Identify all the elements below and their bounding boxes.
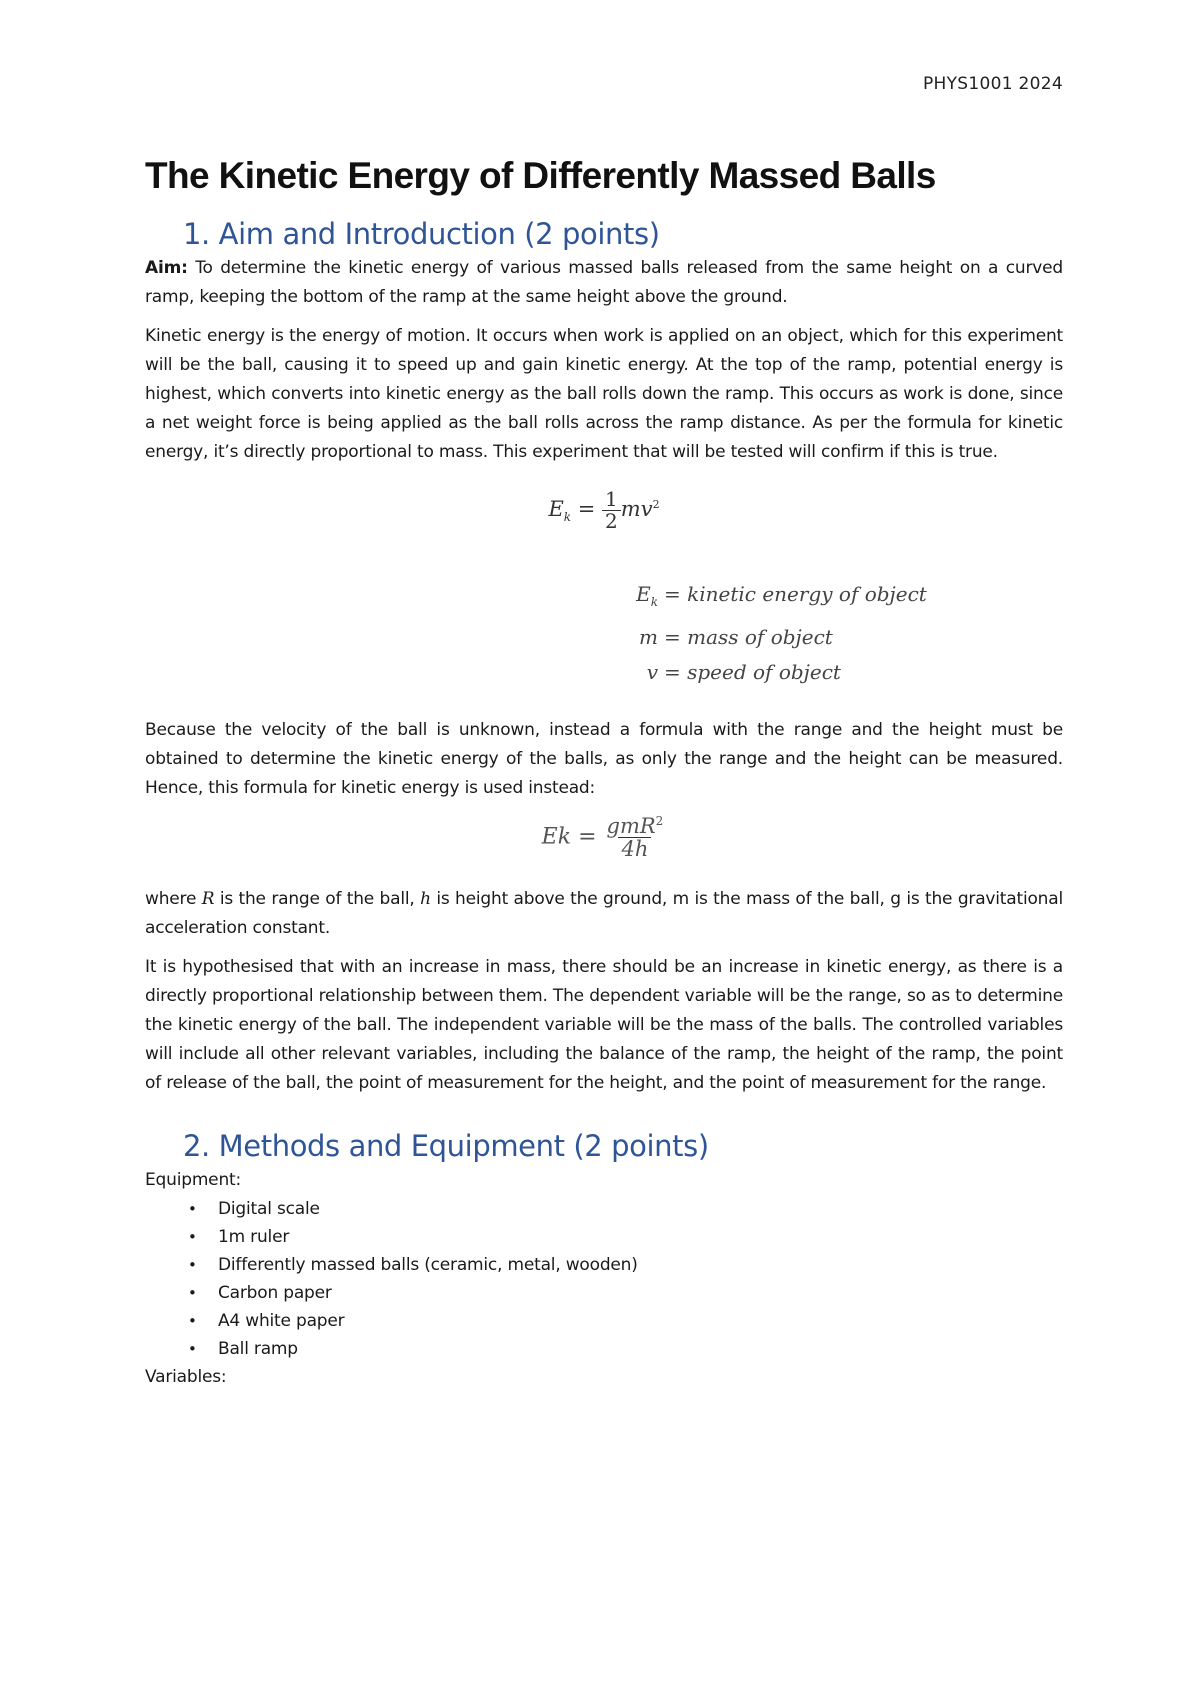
document-body	[145, 150, 1063, 1392]
aim-label: Aim:	[145, 258, 188, 278]
formula-definitions	[145, 577, 1063, 690]
velocity-paragraph: Because the velocity of the ball is unknown, instead a formula with the range and the height must be obtained to determine the kinetic energy of the balls, as only the range and the height can be measured. Hence, this formula for kinetic energy is used instead:	[145, 720, 1063, 798]
aim-paragraph	[145, 254, 1063, 312]
formula1-fraction	[602, 489, 621, 532]
list-item: • Ball ramp	[145, 1335, 1063, 1363]
list-item: • Digital scale	[145, 1195, 1063, 1223]
aim-text: To determine the kinetic energy of various massed balls released from the same height on a curved ramp, keeping the bottom of the ramp at the same height above the ground.	[145, 258, 1063, 307]
bullet-icon: •	[188, 1200, 197, 1218]
formula1-numerator: 1	[605, 487, 618, 511]
hypothesis-paragraph: It is hypothesised that with an increase in mass, there should be an increase in kinetic energy, as there is a directly proportional relationship between them. The dependent variable will be the range, so as to determine the kinetic energy of the ball. The independent variable will be the mass of the balls. The controlled variables will include all other relevant variables, including the balance of the ramp, the height of the ramp, the point of release of the ball, the point of measurement for the height, and the point of measurement for the range.	[145, 957, 1063, 1093]
definition-row	[145, 577, 1063, 620]
formula1-equals: =	[577, 497, 596, 521]
formula1-rhs-sup: 2	[652, 498, 660, 511]
definition-row	[145, 620, 1063, 655]
height-symbol: h	[420, 889, 431, 909]
definition-meaning: = kinetic energy of object	[664, 582, 927, 606]
formula1-rhs: mv	[620, 497, 653, 521]
list-item: • A4 white paper	[145, 1307, 1063, 1335]
list-item: • Carbon paper	[145, 1279, 1063, 1307]
list-item: • 1m ruler	[145, 1223, 1063, 1251]
formula2-denominator: 4h	[618, 837, 651, 860]
kinetic-energy-formula	[145, 489, 1063, 559]
equipment-label: Equipment:	[145, 1170, 242, 1190]
variables-label: Variables:	[145, 1367, 227, 1387]
definition-symbol: v	[646, 660, 658, 684]
bullet-icon: •	[188, 1228, 197, 1246]
definition-symbol: E	[636, 582, 651, 606]
document-title: The Kinetic Energy of Differently Massed Balls	[145, 155, 936, 196]
kinetic-energy-paragraph: Kinetic energy is the energy of motion. It occurs when work is applied on an object, which for this experiment will be the ball, causing it to speed up and gain kinetic energy. At the top of the ramp, potential energy is highest, which converts into kinetic energy as the ball rolls down the ramp. This occurs as work is done, since a net weight force is being applied as the ball rolls across the ramp distance. As per the formula for kinetic energy, it’s directly proportional to mass. This experiment that will be tested will confirm if this is true.	[145, 326, 1063, 462]
list-item: • Differently massed balls (ceramic, metal, wooden)	[145, 1251, 1063, 1279]
formula1-lhs: E	[548, 497, 564, 521]
bullet-icon: •	[188, 1312, 197, 1330]
formula2-fraction	[604, 815, 667, 860]
range-symbol: R	[201, 889, 215, 909]
formula2-lhs: Ek	[541, 824, 572, 850]
section-heading-methods: 2. Methods and Equipment (2 points)	[183, 1129, 709, 1163]
definition-meaning: = mass of object	[664, 625, 833, 649]
formula2-numerator: gmR$^2$	[606, 814, 664, 838]
section-heading-aim: 1. Aim and Introduction (2 points)	[183, 217, 660, 251]
bullet-icon: •	[188, 1284, 197, 1302]
course-code-header: PHYS1001 2024	[922, 74, 1063, 94]
definition-meaning: = speed of object	[664, 660, 841, 684]
equipment-list	[145, 1195, 1063, 1363]
formula1-lhs-sub: k	[563, 510, 572, 525]
where-paragraph: where R is the range of the ball, h is height above the ground, m is the mass of the ball, g is the gravitational acceleration constant.	[145, 889, 1063, 938]
range-kinetic-energy-formula	[145, 815, 1063, 885]
definition-symbol-sub: k	[650, 595, 658, 609]
bullet-icon: •	[188, 1340, 197, 1358]
definition-symbol: m	[639, 625, 658, 649]
formula1-denominator: 2	[602, 510, 621, 532]
formula2-equals: =	[578, 824, 597, 850]
definition-row	[145, 655, 1063, 690]
bullet-icon: •	[188, 1256, 197, 1274]
